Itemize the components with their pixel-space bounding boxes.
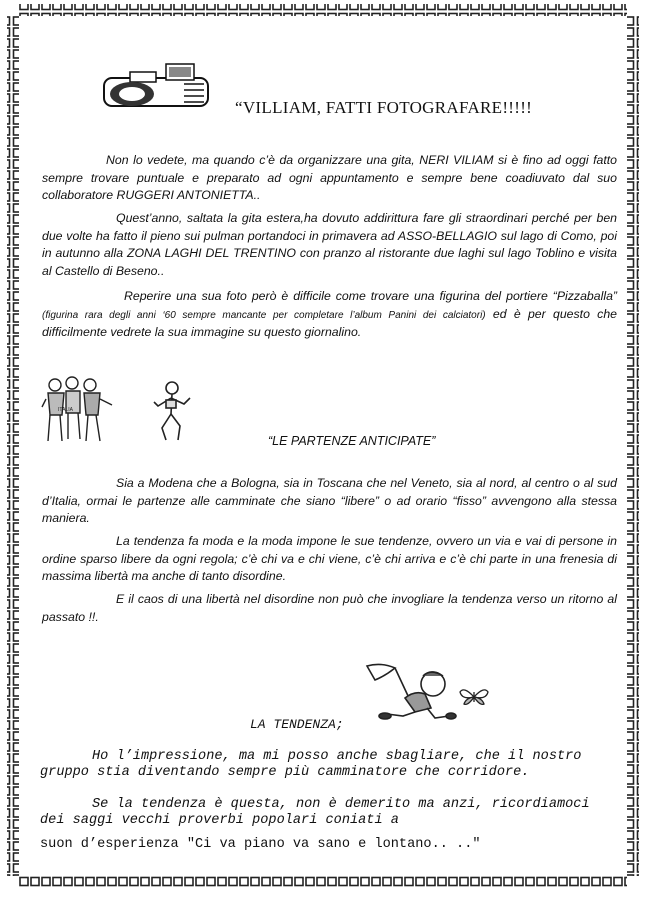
child-with-flag-illustration <box>365 662 457 728</box>
article1-paragraph-2: Quest’anno, saltata la gita estera,ha dovuto addirittura fare gli straordinari perché per ben due volte ha fatto il pieno sui pulman portandoci in primavera ad ASSO-BELLAGIO sul lago di Como, poi in autunno alla ZONA LAGHI DEL TRENTINO con pranzo al ristorante due laghi sul lago Toblino e visita al Castello di Beseno.. <box>42 211 617 278</box>
butterfly-illustration <box>458 686 490 708</box>
article3-paragraph-2: Se la tendenza è questa, non è demerito ma anzi, ricordiamoci dei saggi vecchi proverbi popolari coniati a <box>40 797 590 828</box>
article2-title: “LE PARTENZE ANTICIPATE” <box>268 434 436 448</box>
article2-paragraph-2: La tendenza fa moda e la moda impone le sue tendenze, ovvero un via e vai di persone in ordine sparso libere da ogni regola; c’è chi va e chi viene, c’è chi arriva e c’è chi parte in una frenesia di massima libertà ma anche di tanto disordine. <box>42 534 617 583</box>
article1-paragraph-1: Non lo vedete, ma quando c’è da organizzare una gita, NERI VILIAM si è fino ad oggi fatto sempre trovare puntuale e preparato ad ogni appuntamento e sempre bene coadiuvato dal suo collaboratore RUGGERI ANTONIETTA.. <box>42 153 617 202</box>
article3-paragraph-1: Ho l’impressione, ma mi posso anche sbagliare, che il nostro gruppo stia diventando sempre più camminatore che corridore. <box>40 749 582 780</box>
runner-illustration <box>148 380 198 446</box>
article2-paragraph-3: E il caos di una libertà nel disordine non può che invogliare la tendenza verso un ritorno al passato !!. <box>42 592 617 624</box>
article3-title: LA TENDENZA; <box>250 717 344 732</box>
marching-group-illustration <box>40 375 120 447</box>
camera-illustration <box>100 62 212 114</box>
article1-paragraph-3: Reperire una sua foto però è difficile come trovare una figurina del portiere “Pizzaballa” (figurina rara degli anni ‘60 sempre mancante per completare l’album Panini dei calciatori) ed è per questo che difficilmente vedrete la sua immagine su questo giornalino. <box>42 289 618 339</box>
article2-paragraph-1: Sia a Modena che a Bologna, sia in Toscana che nel Veneto, sia al nord, al centro o al sud d’Italia, ormai le partenze alle camminate che siano “libere” o ad orario “fisso” avvengono alla stessa maniera. <box>42 476 617 525</box>
svg-text:ITALIA: ITALIA <box>58 407 73 413</box>
article1-title: “VILLIAM, FATTI FOTOGRAFARE!!!!! <box>235 98 533 117</box>
article3-paragraph-3: suon d’esperienza "Ci va piano va sano e lontano.. .." <box>40 837 481 852</box>
